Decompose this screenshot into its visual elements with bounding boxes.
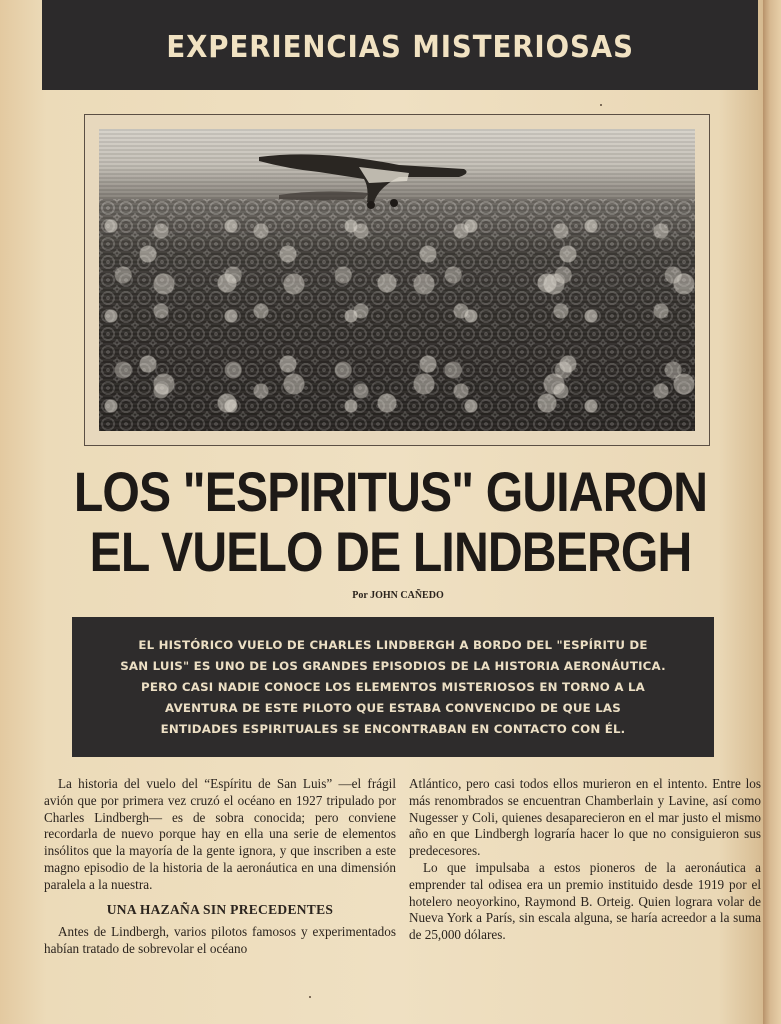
- summary-line: ENTIDADES ESPIRITUALES SE ENCONTRABAN EN CONTACTO CON ÉL.: [160, 722, 626, 736]
- column-left: [44, 776, 396, 958]
- section-subheading: UNA HAZAÑA SIN PRECEDENTES: [106, 901, 334, 917]
- summary-line: EL HISTÓRICO VUELO DE CHARLES LINDBERGH A BORDO DEL "ESPÍRITU DE: [138, 638, 648, 652]
- summary-line: AVENTURA DE ESTE PILOTO QUE ESTABA CONVENCIDO DE QUE LAS: [165, 701, 621, 715]
- byline: Por JOHN CAÑEDO: [352, 590, 444, 601]
- summary-line: SAN LUIS" ES UNO DE LOS GRANDES EPISODIOS DE LA HISTORIA AERONÁUTICA.: [120, 659, 666, 673]
- headline-line-1: LOS "ESPIRITUS" GUIARON: [73, 460, 708, 523]
- body-paragraph: Atlántico, pero casi todos ellos murieron en el intento. Entre los más renombrados se encuentran Chamberlain y Lavine, así como Nugesser y Coli, quienes desaparecieron en el mar justo el mismo año en que Lindbergh lograría hacer lo que no consiguieron sus predecesores.: [409, 776, 761, 859]
- section-title: EXPERIENCIAS MISTERIOSAS: [166, 29, 634, 65]
- print-speck: [600, 104, 602, 106]
- body-paragraph: Antes de Lindbergh, varios pilotos famosos y experimentados habían tratado de sobrevolar el océano: [44, 924, 396, 957]
- body-paragraph: Lo que impulsaba a estos pioneros de la aeronáutica a emprender tal odisea era un premio instituido desde 1919 por el hotelero neoyorkino, Raymond B. Orteig. Quien lograra volar de Nueva York a París, sin escala alguna, se haría acreedor a la suma de 25,000 dólares.: [409, 859, 761, 943]
- summary-line: PERO CASI NADIE CONOCE LOS ELEMENTOS MISTERIOSOS EN TORNO A LA: [140, 680, 646, 694]
- article-body: [44, 776, 760, 986]
- headline-line-2: EL VUELO DE LINDBERGH: [89, 520, 692, 583]
- body-paragraph: La historia del vuelo del “Espíritu de San Luis” —el frágil avión que por primera vez cruzó el océano en 1927 tripulado por Charles Lindbergh— es de sobra conocida; pero conviene recordarla de nuevo porque hay en ella una serie de elementos insólitos que la mayoría de la gente ignora, y que inscriben a este magno episodio de la historia de la aeronáutica en una dimensión paralela a la nuestra.: [44, 776, 396, 892]
- crowd-airplane-photo: [99, 129, 695, 431]
- summary-box: [72, 617, 714, 757]
- print-speck: [309, 996, 311, 998]
- article-headline: [0, 462, 781, 582]
- airplane-icon: [259, 147, 479, 217]
- crowd-image: [99, 199, 695, 431]
- column-right: [409, 776, 761, 944]
- page-gutter: [763, 0, 781, 1024]
- section-banner: [42, 0, 758, 90]
- photo-frame: [84, 114, 710, 446]
